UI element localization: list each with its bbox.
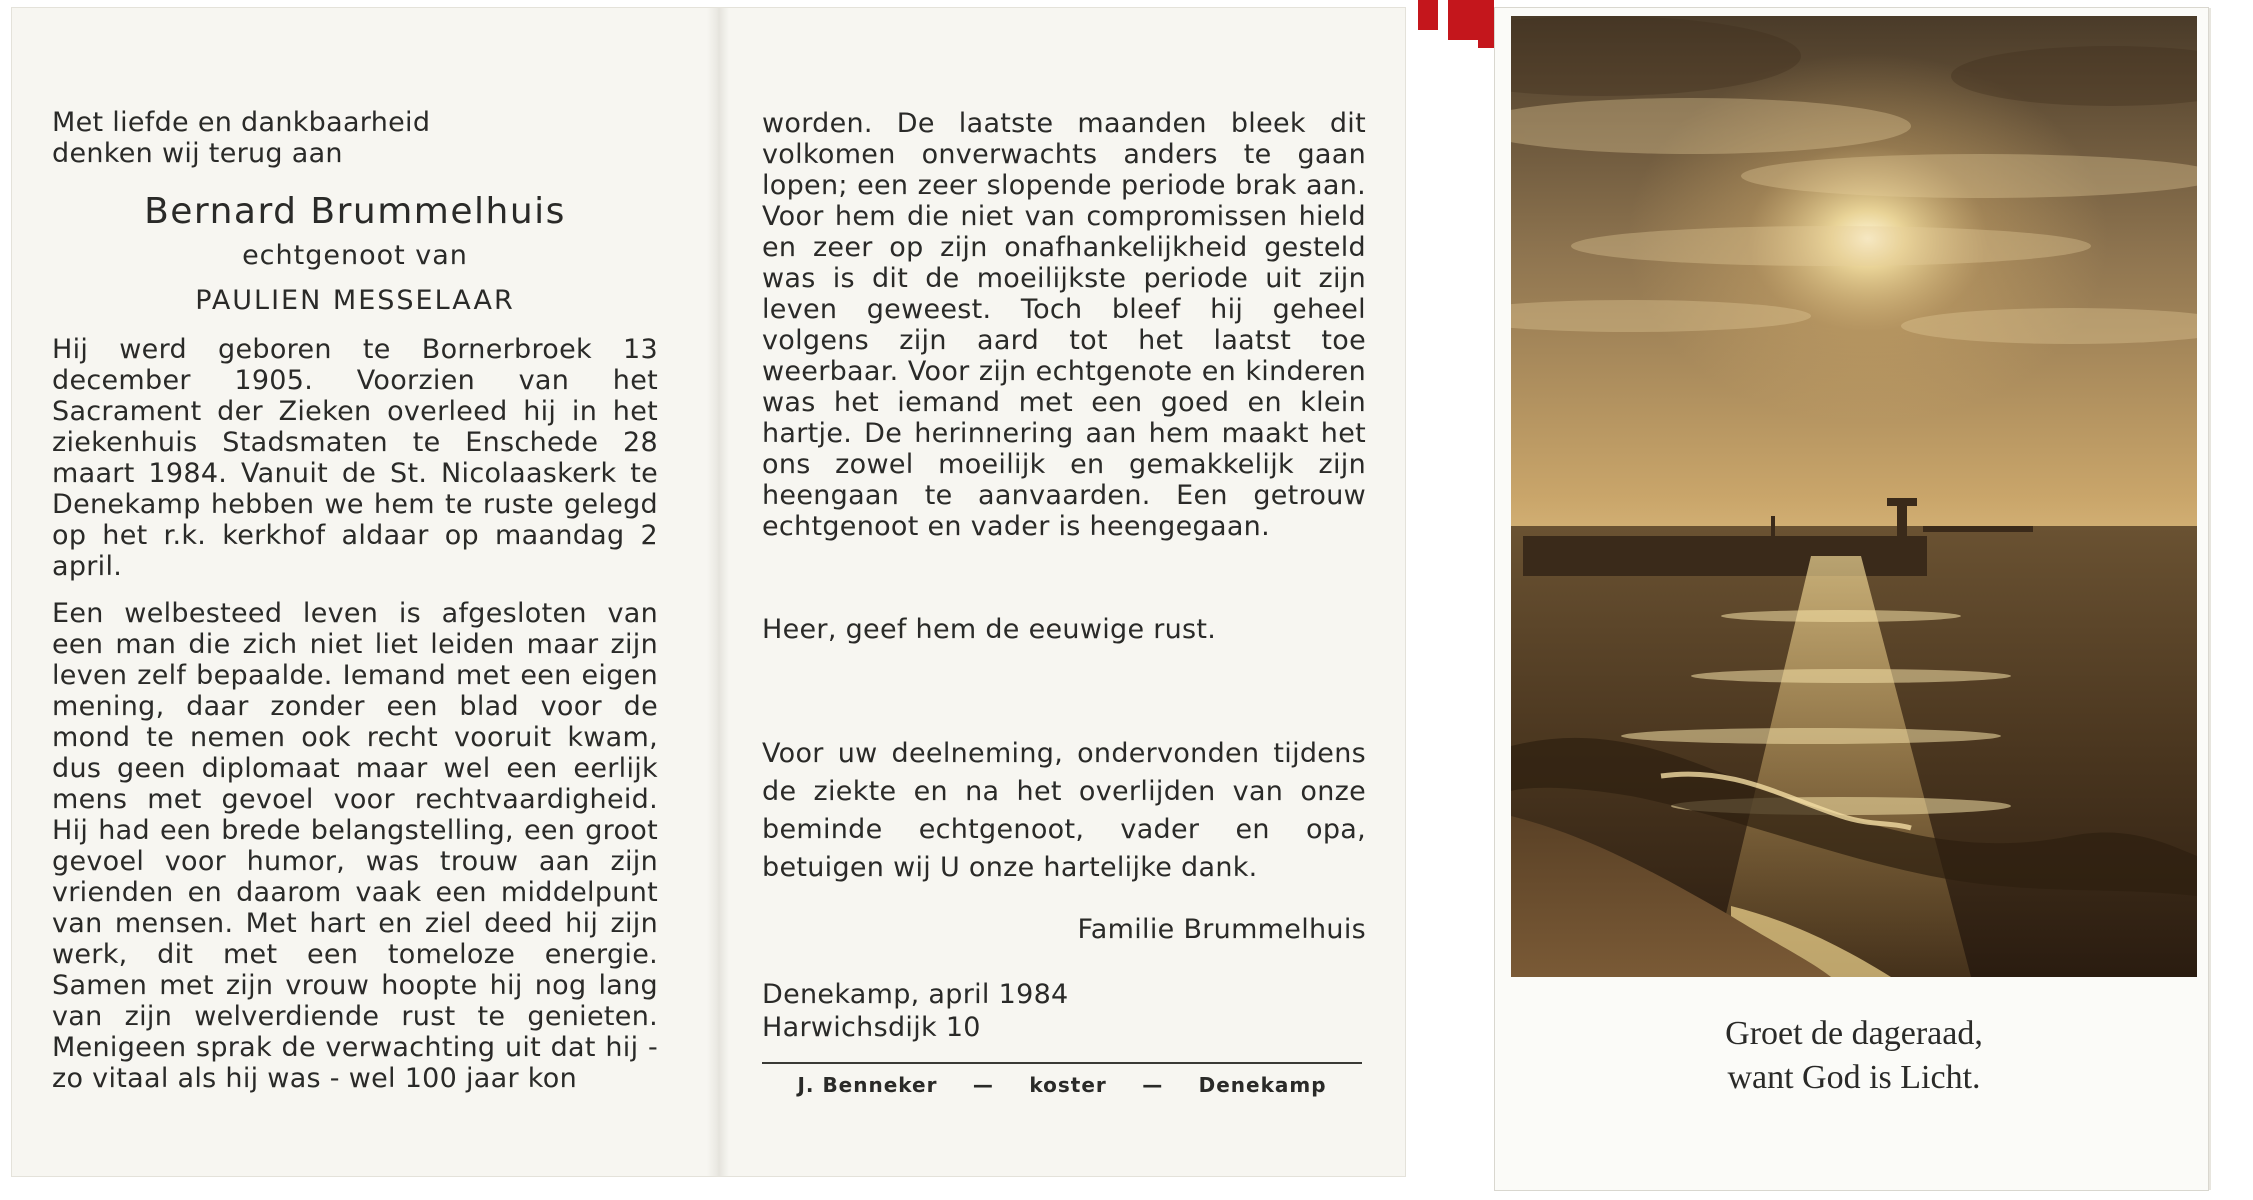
printer-dash: — (972, 1073, 994, 1097)
spouse-label: echtgenoot van (242, 240, 468, 271)
deceased-name: Bernard Brummelhuis (144, 191, 566, 232)
caption-line-2: want God is Licht. (1727, 1059, 1981, 1096)
opening-line-1: Met liefde en dankbaarheid (52, 107, 431, 138)
place-date: Denekamp, april 1984 (762, 979, 1069, 1010)
tribute-paragraph (52, 598, 658, 1094)
opening-lines (52, 107, 658, 169)
printer-role: koster (1029, 1073, 1107, 1097)
opening-line-2: denken wij terug aan (52, 138, 343, 169)
red-scan-mark (1478, 0, 1494, 48)
spouse-name: PAULIEN MESSELAAR (195, 285, 515, 316)
thanks-text: Voor uw deelneming, ondervonden tijdens de ziekte en na het overlijden van onze beminde echtgenoot, vader en opa, betuigen wij U onze hartelijke dank. (762, 738, 1366, 883)
red-scan-mark (1418, 0, 1438, 30)
continuation-paragraph (762, 108, 1366, 542)
divider-line (762, 1062, 1362, 1064)
prayer-line (762, 614, 1366, 645)
biography-text: Hij werd geboren te Bornerbroek 13 december 1905. Voorzien van het Sacrament der Zieken overleed hij in het ziekenhuis Stadsmaten te Enschede 28 maart 1984. Vanuit de St. Nicolaaskerk te Denekamp hebben we hem te ruste gelegd op het r.k. kerkhof aldaar op maandag 2 april. (52, 334, 658, 582)
place-and-address (762, 978, 1366, 1044)
continuation-text: worden. De laatste maanden bleek dit volkomen onverwachts anders te gaan lopen; een zeer slopende periode brak aan. Voor hem die niet van compromissen hield en zeer op zijn onafhankelijkheid gesteld was is dit de moeilijkste periode uit zijn leven geweest. Toch bleef hij geheel volgens zijn aard tot het laatst toe weerbaar. Voor zijn echtgenote en kinderen was het iemand met een goed en klein hartje. De herinnering aan hem maakt het ons zowel moeilijk en gemakkelijk zijn heengaan te aanvaarden. Een getrouw echtgenoot en vader is heengegaan. (762, 108, 1366, 542)
thanks-paragraph (762, 735, 1366, 887)
family-signature (762, 914, 1366, 945)
printer-town: Denekamp (1198, 1073, 1327, 1097)
printer-dash: — (1142, 1073, 1164, 1097)
address: Harwichsdijk 10 (762, 1012, 981, 1043)
card-fold-crease (707, 8, 729, 1176)
printer-credit (762, 1072, 1362, 1098)
red-scan-mark (1448, 0, 1478, 40)
biography-paragraph (52, 334, 658, 582)
printer-name: J. Benneker (797, 1073, 938, 1097)
sunset-sea-photo (1511, 16, 2197, 977)
caption-line-1: Groet de dageraad, (1725, 1015, 1983, 1052)
tribute-text: Een welbesteed leven is afgesloten van een man die zich niet liet leiden maar zijn leven zelf bepaalde. Iemand met een eigen mening, daar zonder een blad voor de mond te nemen ook recht vooruit kwam, dus geen diplomaat maar wel een eerlijk mens met gevoel voor rechtvaardigheid. Hij had een brede belangstelling, een groot gevoel voor humor, was trouw aan zijn vrienden en daarom vaak een middelpunt van mensen. Met hart en ziel deed hij zijn werk, dit met een tomeloze energie. Samen met zijn vrouw hoopte hij nog lang van zijn welverdiende rust te genieten. Menigeen sprak de verwachting uit dat hij - zo vitaal als hij was - wel 100 jaar kon (52, 598, 658, 1094)
family-name: Familie Brummelhuis (1077, 914, 1366, 945)
prayer-text: Heer, geef hem de eeuwige rust. (762, 614, 1217, 645)
picture-caption (1511, 1012, 2197, 1100)
